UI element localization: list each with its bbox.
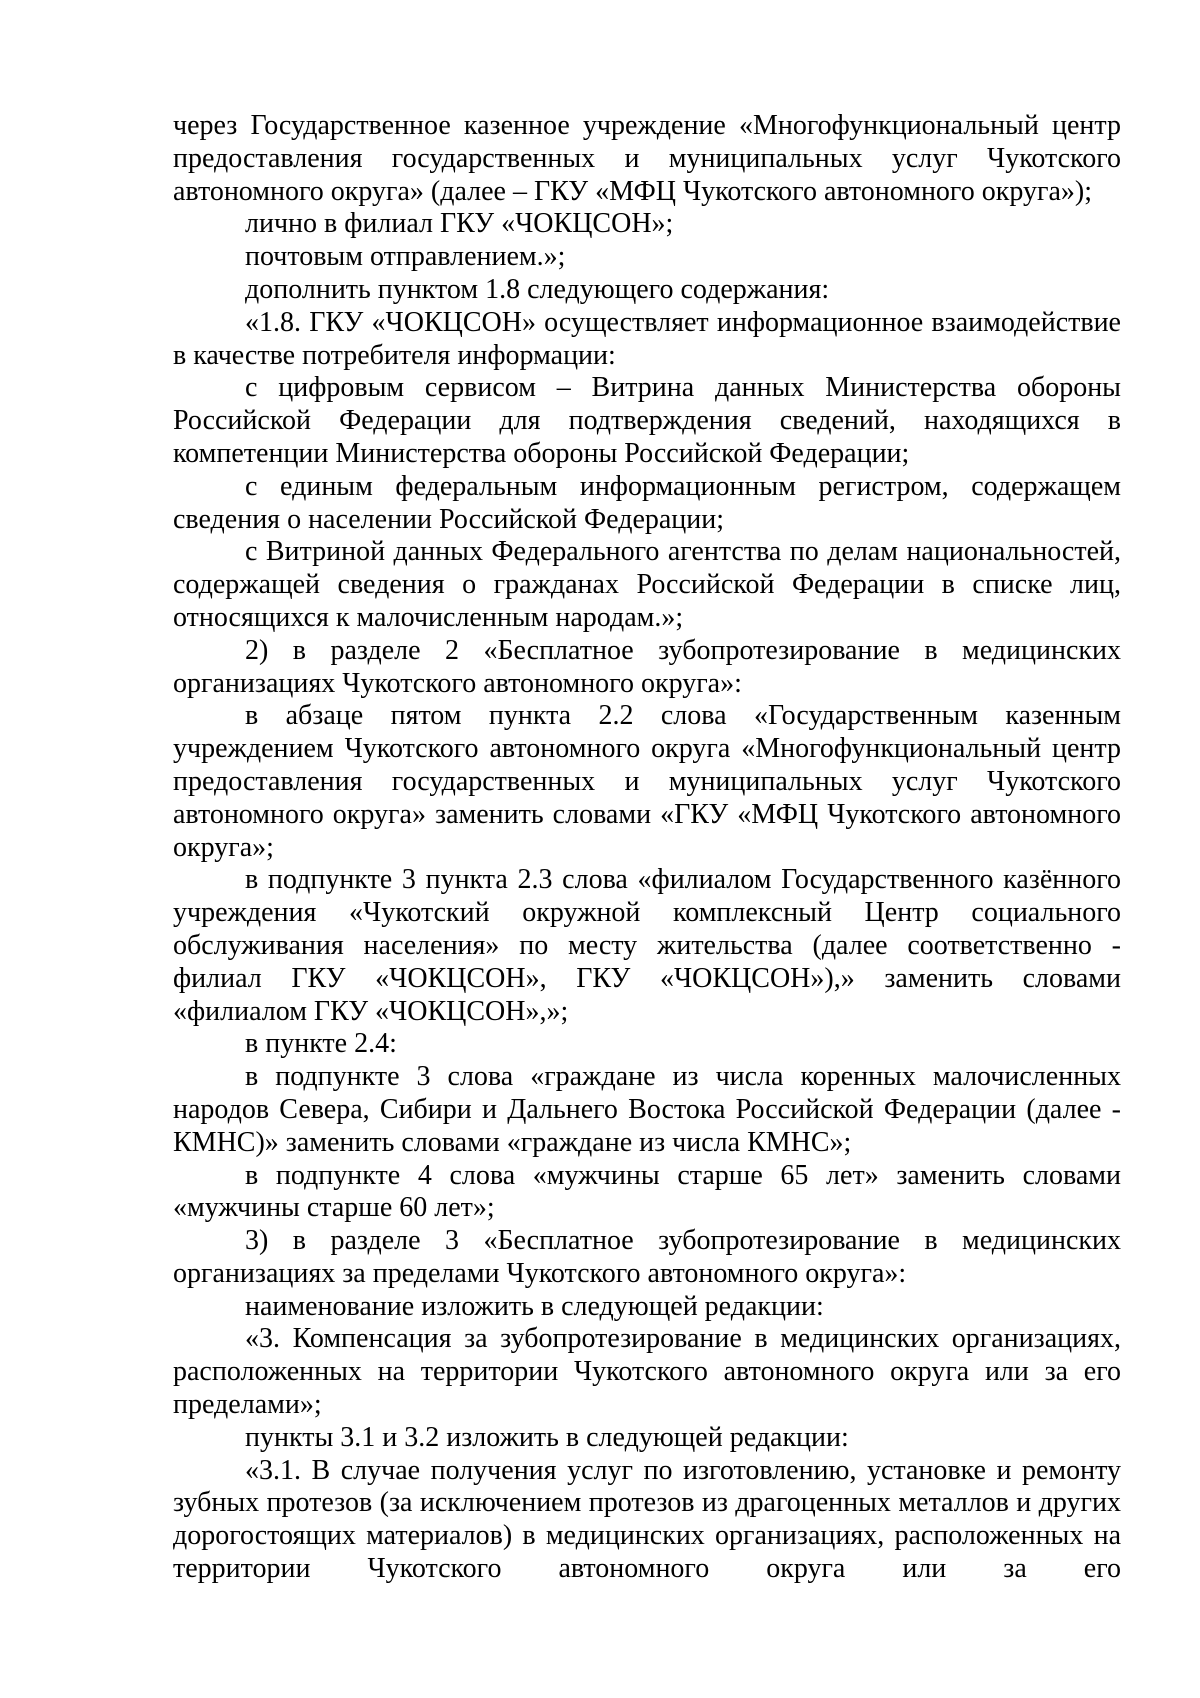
- paragraph: наименование изложить в следующей редакции:: [245, 1290, 824, 1322]
- paragraph: дополнить пунктом 1.8 следующего содержания:: [245, 273, 830, 305]
- paragraph: 3) в разделе 3 «Бесплатное зубопротезирование в медицинских организациях за пределами Чукотского автономного округа»:: [173, 1225, 1121, 1289]
- paragraph: «3.1. В случае получения услуг по изготовлению, установке и ремонту зубных протезов (за исключением протезов из драгоценных металлов и других дорогостоящих материалов) в медицинских организациях, расположенных на территории Чукотского автономного округа или за его: [173, 1454, 1121, 1585]
- paragraph: с единым федеральным информационным регистром, содержащем сведения о населении Российской Федерации;: [173, 470, 1121, 535]
- paragraph: «1.8. ГКУ «ЧОКЦСОН» осуществляет информационное взаимодействие в качестве потребителя информации:: [173, 306, 1121, 371]
- paragraph: в абзаце пятом пункта 2.2 слова «Государственным казенным учреждением Чукотского автономного округа «Многофункциональный центр предоставления государственных и муниципальных услуг Чукотского автономного округа» заменить словами «ГКУ «МФЦ Чукотского автономного округа»;: [173, 700, 1121, 863]
- paragraph: в подпункте 4 слова «мужчины старше 65 лет» заменить словами «мужчины старше 60 лет»;: [173, 1159, 1121, 1224]
- paragraph: в подпункте 3 слова «граждане из числа коренных малочисленных народов Севера, Сибири и Дальнего Востока Российской Федерации (далее - КМНС)» заменить словами «граждане из числа КМНС»;: [173, 1061, 1121, 1158]
- document-body: [173, 110, 1121, 1586]
- paragraph: лично в филиал ГКУ «ЧОКЦСОН»;: [245, 208, 674, 240]
- paragraph: с цифровым сервисом – Витрина данных Министерства обороны Российской Федерации для подтверждения сведений, находящихся в компетенции Министерства обороны Российской Федерации;: [173, 372, 1121, 469]
- paragraph: в подпункте 3 пункта 2.3 слова «филиалом Государственного казённого учреждения «Чукотский окружной комплексный Центр социального обслуживания населения» по месту жительства (далее соответственно - филиал ГКУ «ЧОКЦСОН», ГКУ «ЧОКЦСОН»),» заменить словами «филиалом ГКУ «ЧОКЦСОН»,»;: [173, 864, 1121, 1027]
- paragraph: почтовым отправлением.»;: [245, 241, 566, 273]
- paragraph: в пункте 2.4:: [245, 1028, 397, 1060]
- paragraph: пункты 3.1 и 3.2 изложить в следующей редакции:: [245, 1421, 849, 1453]
- paragraph: с Витриной данных Федерального агентства по делам национальностей, содержащей сведения о гражданах Российской Федерации в списке лиц, относящихся к малочисленным народам.»;: [173, 536, 1121, 633]
- paragraph: 2) в разделе 2 «Бесплатное зубопротезирование в медицинских организациях Чукотского автономного округа»:: [173, 634, 1121, 699]
- paragraph: через Государственное казенное учреждение «Многофункциональный центр предоставления государственных и муниципальных услуг Чукотского автономного округа» (далее – ГКУ «МФЦ Чукотского автономного округа»);: [173, 110, 1121, 207]
- paragraph: «3. Компенсация за зубопротезирование в медицинских организациях, расположенных на территории Чукотского автономного округа или за его пределами»;: [173, 1323, 1121, 1421]
